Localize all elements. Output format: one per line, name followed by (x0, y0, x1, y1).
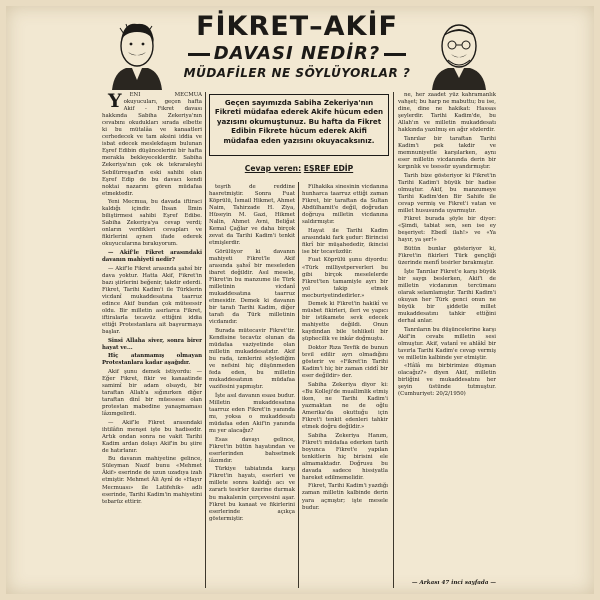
text-column-4 (398, 92, 496, 590)
paragraph: Sabiha Zekeriya Hanım, Fikret'i müdafaa ederken tarih boyunca Fikret'e yapılan tenkitlerin hiç birisini ele almamaktadır. Doğrusu bu davada sadece hissiyatla hareket edilmemelidir. (302, 432, 388, 481)
quote: Sinsi Allaha siver, sonra birer hayat ve... (102, 337, 202, 351)
paragraph: Sabiha Zekeriya diyor ki: «Bu Kolleji'de muallimlik etmiş iken, ne Tarihi Kadim'i yazmaktan ne de oğlu Amerika'da okuttuğu için Fikret'i tenkit edenleri tahkir etmek doğru değildir.» (302, 381, 388, 431)
paragraph: Tanrıların bu düşüncelerine karşı Akif'in cevabı milletin sesi olmuştur. Akif, vatanî ve ahlâkî bir tavırla Tarihi Kadim'e cevap vermiş ve milletin kalbinde yer etmiştir. (398, 326, 496, 361)
paragraph: Burada mütecavir Fikret'tir. Kendisine tecavüz olunan da müdafaa vaziyetinde olan milletin mukaddesatıdır. Akif bu rada, izmlerini söylediğim ve nefsini hiç düşünmeden feda eden, bu milletin mukaddesatının müdafaa vazifesini yapmıştır. (209, 327, 295, 391)
paragraph: ne, her zaadet yüz kahramanlık vahşet; bu harp ne mabuttu; bu ise, dine, dine ne hakikat: Hassas şeylerdir. Tarihi Kadim'de, bu Allah'ın ve milletin mukaddesatı hakkında yazılmış en ağır sözlerdir. (398, 92, 496, 134)
subtitle-text: DAVASI NEDİR? (213, 43, 381, 64)
text-column-3 (302, 184, 388, 590)
paragraph: Fikret, Tarihi Kadim'i yazdığı zaman milletin kalbinde derin yara açmıştır; işte mesele budur. (302, 483, 388, 511)
paragraph: Hayat ile Tarihi Kadim arasındaki fark şudur: Birincisi fikrî bir müşahededir, ikincisi ise bir tecavüzdür. (302, 227, 388, 255)
paragraph: Tanrılar bir taraftan Tarihi Kadim'i pek takdir ve memnuniyetle karşılarken, aynı eser milletin vicdanında derin bir kırgınlık ve teessür uyandırmıştır. (398, 135, 496, 170)
paragraph: Filhakika sinesinin vicdanına hunharca taarruz ettiği zaman Fikret, bir taraftan da Sultan Abdülhamit'e değil, doğrudan doğruya milletin vicdanına saldırmıştır. (302, 184, 388, 226)
paragraph: Bu davanın mahiyetine gelince, Süleyman Nazif bunu «Mehmet Âkif» eserinde de uzun uzadıya izah etmiştir. Mehmet Âli Aynî de «Hayır Mecmuası» ile Latifehik» adlı eserinde, Tarihi Kadim'in mahiyetini tebarüz ettirir. (102, 456, 202, 505)
article-title: FİKRET–AKİF (196, 11, 398, 42)
article-subtitle (172, 44, 422, 64)
paragraph: İşte asıl davanın esası budur. Milletin mukaddesatına taarruz eden Fikret'in yanında mı, yoksa o mukaddesatı müdafaa eden Akif'in yanında mı yer alacağız? (209, 392, 295, 435)
continued-note: — Arkası 47 inci sayfada — (411, 580, 496, 586)
byline-label: Cevap veren: (244, 164, 302, 173)
paragraph: Bütün bunlar gösteriyor ki, Fikret'in fikirleri Türk gençliği üzerinde menfî tesirler bırakmıştır. (398, 245, 496, 267)
paragraph: teşrih de reddine hasretmiştir. Sonra Fuat Köprülü, İsmail Hikmet, Ahmet Naim, Tahirzade H. Ziya, Hüseyin M. Gazi, Hikmet Nalin, Ahmet Avni, Beliğat Kemal Çağlar ve daha birçok zevat da Tarihi Kadim'i tenkit etmişlerdir. (209, 184, 295, 247)
column-divider (393, 92, 394, 588)
paragraph: Esas davayı gelince, Fikret'in bütün hayatından ve eserlerinden bahsetmek lâzımdır. (209, 436, 295, 464)
magazine-page (6, 6, 594, 594)
paragraph: Fuat Köprülü şunu diyordu: «Türk milliyetperverleri bu gibi birçok meselelerde Fikret'ten tamamiyle ayrı bir yol takip etmek mecburiyetindedirler.» (302, 257, 388, 299)
paragraph: Görülüyor ki davanın mahiyeti Fikret'le Akif arasında şahsî bir meseleden ibaret değildir. Asıl mesele, Fikret'in bu manzume ile Türk milletinin vicdanî mukaddesatına taarruz etmesidir. Demek ki davanın bir tarafı Tarihi Kadim, diğer tarafı da Türk milletinin vicdanıdır. (209, 248, 295, 326)
paragraph: Akif şunu demek istiyordu: — Eğer Fikret, fikir ve kanaatinde samimî bir adam olsaydı, bir taraftan Allah'a sığınırken diğer taraftan dinî bir müessese olan protestan mabedine yanaşmaması lâzımgelirdi. (102, 368, 202, 418)
paragraph: — Akif'le Fikret arasında şahsî bir dava yoktur. Hatta Akif, Fikret'in bazı şiirlerini beğenir, takdir ederdi. Fikret, Tarihi Kadim'i ile Türklerin vicdanî mukaddesatına taarruz edince Akif bundan çok müteessir oldu. Bir milletin asırlarca Fikret, iftiralarla tecavüz ettiğini iddia ettiği Protestanlara ait başvurmaya başlar. (102, 265, 202, 336)
byline (209, 158, 389, 180)
text-column-2 (209, 184, 295, 590)
dash-decoration (188, 53, 210, 56)
intro-box: Geçen sayımızda Sabiha Zekeriya'nın Fikreti müdafaa ederek Akife hücum eden yazısını okumuştunuz. Bu hafta da Fikret Edibin Fikrete hücum ederek Akifi müdafaa eden yazısını okuyacaksınız. (209, 94, 389, 156)
drop-cap: Y (108, 92, 122, 112)
column-divider (205, 92, 206, 588)
dash-decoration (384, 53, 406, 56)
paragraph: — Akif'le Fikret arasındaki ihtilâfın menşei işte bu hadisedir. Artık ondan sonra ne vakit Tarihi Kadim ardan dolayı Akif'in bu şiire de hatırlanır. (102, 419, 202, 454)
quote: Hiç atanmamış olmayan Protestanlara kadar aşağıdır. (102, 353, 202, 367)
paragraph-text: ENİ MECMUA okuyucuları, geçen hafta Akif - Fikret davası hakkında Sabiha Zekeriya'nın cevabını okudukları sırada elbette ki bu mütalâa ve kanaatleri cerhedecek ve tam aksini iddia ve isbat edecek meslekdaşım bulunan Eşref Edibin düşüncelerini bir hafta merakla bekleyeceklerdir. Sabiha Zekeriya'nın çok ok tekraraleyhi Sebilürreşad'ın eski sahibi olan Eşref Edip de bu davacı kendi noktai nazarını gören müdafaa etmektedir. (102, 92, 202, 197)
byline-author: EŞREF EDİP (303, 164, 354, 173)
paragraph: Türkiye tabiatında karşı Fikret'in hayatı, eserleri ve millete sonra kaldığı acı ve zararlı tesirler üzerine durmak bu makalenin çerçevesini aşar. Fikret bu kanaat ve fikirlerini eserlerinde açıkça göstermiştir. (209, 466, 295, 522)
portrait-fikret-illustration (102, 14, 172, 90)
question: — Akif'le Fikret arasındaki davanın mahiyeti nedir? (102, 250, 202, 264)
paragraph: Yeni Mecmua, bu davada iftiraci kaldığı içindir. İhsan İlmin biliştirmesi sahibi Eşref Edibe. Sabiha Zekeriya'ya cevap verdi; onların verdikleri cevapları ve fikirlerini aynen ifade ederek okuyucularına bırakıyorum. (102, 199, 202, 248)
column-divider (298, 182, 299, 588)
article-header (6, 6, 594, 92)
paragraph: Tarih bize gösteriyor ki Fikret'in Tarihi Kadim'i büyük bir hadise olmuştur. Akif, bu manzumeye Tarihi Kadim'den Bir Sahife ile cevap vermiş ve Fikret'i vatan ve millet hususunda uyarmıştır. (398, 172, 496, 214)
paragraph (102, 92, 202, 198)
paragraph: «Hâlâ mı birbirimize düşman olacağız?» diyen Akif, milletin birliğini ve mukaddesatını her şeyin üstünde tutmuştur. (Cumhuriyet: 20/2/1950) (398, 363, 496, 398)
paragraph: Demek ki Fikret'in hakikî ve müsbet fikirleri, ileri ve yapıcı bir istikamete sevk edecek mahiyette değildi. Onun kaydından bile tehlikeli bir şüphecilik ve inkâr doğmuştu. (302, 301, 388, 343)
portrait-akif-illustration (424, 14, 494, 90)
paragraph: Doktor Rıza Tevfik de bunun tevil edilir ayrı olmadığını gösterir ve «Fikret'in Tarihi Kadim'i hiç bir zaman ciddî bir eser değildir» der. (302, 345, 388, 380)
paragraph: Fikret burada şöyle bir diyor: «Şimdi, tabiat sen, sen ise ey beşeriyet: Ebedî ilah!» ve «Ya hayır, ya şer!» (398, 216, 496, 244)
text-column-1 (102, 92, 202, 590)
paragraph: İşte Tanrılar Fikret'e karşı büyük bir saygı beslerken, Akif'i de milletin vicdanının tercümanı olarak selamlamıştır. Tarihi Kadim'i okuyan her Türk genci onun ne büyük bir şiddetle millet mukaddesatını tahkir ettiğini derhal anlar. (398, 268, 496, 324)
article-subtitle-secondary: MÜDAFİLER NE SÖYLÜYORLAR ? (183, 66, 411, 80)
